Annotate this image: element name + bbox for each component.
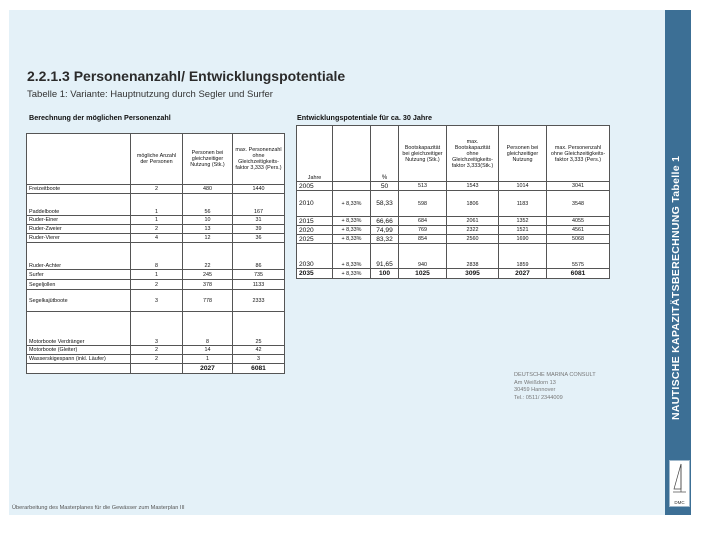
table-cell: Freizeitboote (27, 185, 131, 194)
table-cell: + 8,33% (333, 226, 371, 235)
table-cell: 3548 (547, 191, 610, 217)
table-cell: 58,33 (371, 191, 399, 217)
table-cell: 5575 (547, 244, 610, 269)
table-cell: 684 (399, 217, 447, 226)
table-cell: 2030 (297, 244, 333, 269)
table-cell: 2 (131, 225, 183, 234)
table-cell: 480 (183, 185, 233, 194)
sail-icon (672, 463, 687, 495)
page-subtitle: Tabelle 1: Variante: Hauptnutzung durch Segler und Surfer (27, 89, 273, 100)
total-simultaneous: 2027 (183, 364, 233, 374)
col-header-boat (27, 134, 131, 185)
table-cell: 1014 (499, 182, 547, 191)
col-header-percent: % (371, 126, 399, 182)
table-cell: 2027 (499, 269, 547, 279)
footer-text: Überarbeitung des Masterplanes für die Gewässer zum Masterplan III (12, 505, 185, 511)
table-cell: 1690 (499, 235, 547, 244)
contact-block (514, 372, 596, 402)
table-cell: 83,32 (371, 235, 399, 244)
table-cell: 14 (183, 346, 233, 355)
table-cell: 1859 (499, 244, 547, 269)
table-cell: 1 (131, 194, 183, 216)
table-cell (131, 364, 183, 374)
table-cell: 50 (371, 182, 399, 191)
potentials-table (296, 125, 610, 279)
table-cell: Ruder-Achter (27, 243, 131, 270)
col-header-growth (333, 126, 371, 182)
table-row-final (297, 269, 610, 279)
table-row (27, 234, 285, 243)
col-header-boat-capacity: Bootskapazität bei gleichzeitiger Nutzung (Stk.) (399, 126, 447, 182)
table-cell: 2333 (233, 290, 285, 312)
table-row (27, 290, 285, 312)
table-row (27, 185, 285, 194)
side-banner: NAUTISCHE KAPAZITÄTSBERECHNUNG Tabelle 1 (670, 155, 682, 420)
table-cell: 74,99 (371, 226, 399, 235)
table-cell: 1133 (233, 280, 285, 290)
table-cell: 735 (233, 270, 285, 280)
table-row (27, 194, 285, 216)
table-cell: 2 (131, 355, 183, 364)
table-cell: Wasserskigespann (inkl. Läufer) (27, 355, 131, 364)
table-row (297, 191, 610, 217)
table-cell: 8 (131, 243, 183, 270)
table-cell: 56 (183, 194, 233, 216)
table-cell: + 8,33% (333, 269, 371, 279)
table-cell: Paddelboote (27, 194, 131, 216)
table-cell: 25 (233, 312, 285, 346)
table-cell: 2005 (297, 182, 333, 191)
table-cell: 66,66 (371, 217, 399, 226)
table-cell: 1521 (499, 226, 547, 235)
table-row (27, 280, 285, 290)
table-row (297, 217, 610, 226)
table-cell: Ruder-Einer (27, 216, 131, 225)
col-header-simultaneous: Personen bei gleichzeitiger Nutzung (Stk.) (183, 134, 233, 185)
left-table-title: Berechnung der möglichen Personenzahl (29, 113, 171, 122)
table-cell: 13 (183, 225, 233, 234)
table-cell: 854 (399, 235, 447, 244)
col-header-max: max. Personenzahl ohne Gleichzeitigkeits-faktor 3,333 (Pers.) (233, 134, 285, 185)
table-cell: 245 (183, 270, 233, 280)
table-cell: Segeljollen (27, 280, 131, 290)
table-cell: 4561 (547, 226, 610, 235)
contact-company: DEUTSCHE MARINA CONSULT (514, 372, 596, 378)
table-cell: 2025 (297, 235, 333, 244)
col-header-max-persons: max. Personenzahl ohne Gleichzeitigkeits-faktor 3,333 (Pers.) (547, 126, 610, 182)
table-cell: 86 (233, 243, 285, 270)
table-cell: 36 (233, 234, 285, 243)
total-max: 6081 (233, 364, 285, 374)
table-row (297, 226, 610, 235)
table-row (27, 355, 285, 364)
table-cell: 2560 (447, 235, 499, 244)
table-row (27, 225, 285, 234)
table-cell: 778 (183, 290, 233, 312)
table-cell: Motorboote (Gleiter) (27, 346, 131, 355)
table-row (27, 216, 285, 225)
table-cell: 2010 (297, 191, 333, 217)
table-cell: 1806 (447, 191, 499, 217)
table-cell: Ruder-Zweier (27, 225, 131, 234)
table-cell: 1352 (499, 217, 547, 226)
table-cell: 3 (131, 290, 183, 312)
dmc-logo (669, 460, 690, 507)
contact-street: Am Weißdorn 13 (514, 379, 556, 386)
table-cell: + 8,33% (333, 217, 371, 226)
table-cell: Segelkajütboote (27, 290, 131, 312)
table-cell: 39 (233, 225, 285, 234)
table-cell: 10 (183, 216, 233, 225)
totals-row (27, 364, 285, 374)
table-cell: 2838 (447, 244, 499, 269)
table-cell: + 8,33% (333, 244, 371, 269)
table-cell: 1025 (399, 269, 447, 279)
table-cell: 940 (399, 244, 447, 269)
persons-table (26, 133, 285, 374)
table-cell: 1 (131, 270, 183, 280)
table-cell: 167 (233, 194, 285, 216)
table-cell: 3 (233, 355, 285, 364)
table-cell: + 8,33% (333, 235, 371, 244)
page-title: 2.2.1.3 Personenanzahl/ Entwicklungspotentiale (27, 68, 346, 84)
table-cell: + 8,33% (333, 191, 371, 217)
table-cell: 8 (183, 312, 233, 346)
table-cell: 100 (371, 269, 399, 279)
table-cell: Surfer (27, 270, 131, 280)
table-row (27, 346, 285, 355)
table-cell: 2 (131, 346, 183, 355)
table-cell: 6081 (547, 269, 610, 279)
col-header-persons: Personen bei gleichzeitiger Nutzung (499, 126, 547, 182)
right-table-title: Entwicklungspotentiale für ca. 30 Jahre (297, 113, 433, 122)
col-header-year: Jahre (297, 126, 333, 182)
table-cell: 5068 (547, 235, 610, 244)
col-header-persons: mögliche Anzahl der Personen (131, 134, 183, 185)
table-cell: 42 (233, 346, 285, 355)
col-header-max-boat-capacity: max. Bootskapazität ohne Gleichzeitigkeits-faktor 3,333(Stk.) (447, 126, 499, 182)
table-cell: 1 (131, 216, 183, 225)
contact-city: 30459 Hannover (514, 387, 556, 393)
table-cell: 2 (131, 185, 183, 194)
table-cell: Motorboote Verdränger (27, 312, 131, 346)
table-cell: 31 (233, 216, 285, 225)
table-cell: 4 (131, 234, 183, 243)
contact-phone: Tel.: 0511/ 2344009 (514, 394, 563, 401)
table-cell: 3 (131, 312, 183, 346)
table-cell: 513 (399, 182, 447, 191)
table-cell: 12 (183, 234, 233, 243)
table-cell: 91,65 (371, 244, 399, 269)
table-row (27, 312, 285, 346)
table-row (297, 244, 610, 269)
table-row (27, 270, 285, 280)
table-cell: 378 (183, 280, 233, 290)
table-cell: 2322 (447, 226, 499, 235)
logo-label: DMC (674, 500, 685, 505)
table-cell: 4055 (547, 217, 610, 226)
table-cell: 2020 (297, 226, 333, 235)
table-row (297, 235, 610, 244)
table-row (297, 182, 610, 191)
table-row (27, 243, 285, 270)
table-cell: 1543 (447, 182, 499, 191)
table-cell: 1183 (499, 191, 547, 217)
table-cell (333, 182, 371, 191)
table-cell: 598 (399, 191, 447, 217)
table-cell: 769 (399, 226, 447, 235)
table-cell: 2035 (297, 269, 333, 279)
table-cell: 22 (183, 243, 233, 270)
table-cell: Ruder-Vierer (27, 234, 131, 243)
table-cell: 3095 (447, 269, 499, 279)
table-cell: 1440 (233, 185, 285, 194)
table-cell: 1 (183, 355, 233, 364)
table-cell: 2015 (297, 217, 333, 226)
table-cell (27, 364, 131, 374)
table-cell: 2 (131, 280, 183, 290)
table-cell: 2061 (447, 217, 499, 226)
table-cell: 3041 (547, 182, 610, 191)
